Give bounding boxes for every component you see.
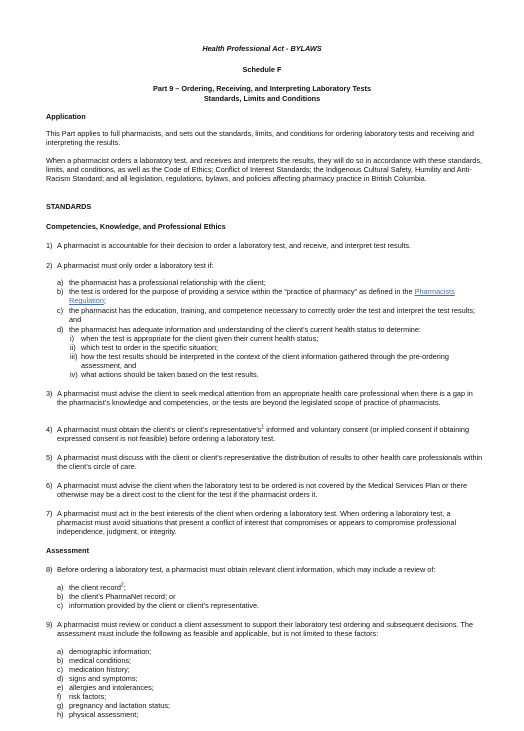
list-item: b) medical conditions; xyxy=(57,656,132,665)
item-number: 1) xyxy=(46,241,53,250)
list-item: iv) what actions should be taken based on the test results. xyxy=(70,370,259,379)
item-number: 9) xyxy=(46,620,53,629)
list-item: h) physical assessment; xyxy=(57,710,139,719)
item-3-text: A pharmacist must advise the client to seek medical attention from an appropriate health care professional when there is a gap in the pharmacist’s knowledge and competencies, or the tests are beyond the legislated scope of practice of pharmacists. xyxy=(57,389,473,408)
list-item: i) when the test is appropriate for the client given their current health status; xyxy=(70,334,319,343)
item-number: 7) xyxy=(46,509,53,518)
competencies-heading: Competencies, Knowledge, and Professional Ethics xyxy=(46,222,226,231)
part-title: Part 9 – Ordering, Receiving, and Interpreting Laboratory Tests xyxy=(152,84,371,93)
item-1-text: A pharmacist is accountable for their decision to order a laboratory test, and receive, and interpret test results. xyxy=(57,241,412,250)
item-number: 3) xyxy=(46,389,53,398)
application-para-2: When a pharmacist orders a laboratory test, and receives and interprets the results, they will do so in accordance with these standards, limits, and conditions, as well as the Code of Ethics; Conflict of Interest Standards; the Indigenous Cultural Safety, Humility and Anti-Racism Standard; and all legislation, regulations, bylaws, and policies affecting pharmacy practice in British Columbia. xyxy=(46,156,483,184)
list-item: b) the test is ordered for the purpose of providing a service within the “practice of pharmacy” as defined in the Pharmacists Regulation; xyxy=(57,287,455,306)
item-number: 5) xyxy=(46,453,53,462)
list-item: c) information provided by the client or client’s representative. xyxy=(57,601,260,610)
item-7-text: A pharmacist must act in the best interests of the client when ordering a laboratory test. When ordering a laboratory test, a pharmacist must avoid situations that present a conflict of interest that compromises or appears to compromise professional independence, judgment, or integrity. xyxy=(57,509,457,537)
application-heading: Application xyxy=(46,112,86,121)
application-para-1: This Part applies to full pharmacists, and sets out the standards, limits, and conditions for ordering laboratory tests and receiving and interpreting the results. xyxy=(46,129,474,148)
standards-heading: STANDARDS xyxy=(46,202,92,211)
assessment-heading: Assessment xyxy=(46,546,89,555)
item-number: 2) xyxy=(46,261,53,270)
item-2-text: A pharmacist must only order a laboratory test if: xyxy=(57,261,214,270)
list-item: c) the pharmacist has the education, training, and competence necessary to correctly order the test and interpret the test results; and xyxy=(57,306,476,325)
item-number: 4) xyxy=(46,425,53,434)
item-8-text: Before ordering a laboratory test, a pharmacist must obtain relevant client information, which may include a review of: xyxy=(57,565,436,574)
list-item: a) demographic information; xyxy=(57,647,152,656)
item-6-text: A pharmacist must advise the client when the laboratory test to be ordered is not covered by the Medical Services Plan or there otherwise may be a direct cost to the client for the test if the pharmacist orders it. xyxy=(57,481,468,500)
list-item: a) the client record$^2$; xyxy=(57,582,126,592)
list-item: e) allergies and intolerances; xyxy=(57,683,154,692)
item-5-text: A pharmacist must discuss with the client or client's representative the distribution of results to other health care professionals within the client’s circle of care. xyxy=(57,453,483,472)
list-item: f) risk factors; xyxy=(57,692,107,701)
list-item: c) medication history; xyxy=(57,665,130,674)
item-9-text: A pharmacist must review or conduct a client assessment to support their laboratory test ordering and subsequent decisions. The assessment must include the following as feasible and applicable, but is not limited to these factors: xyxy=(57,620,474,639)
list-item: a) the pharmacist has a professional relationship with the client; xyxy=(57,278,266,287)
list-item: d) signs and symptoms; xyxy=(57,674,138,683)
list-item: b) the client’s PharmaNet record; or xyxy=(57,592,176,601)
pharmacists-regulation-link[interactable]: Pharmacists Regulation xyxy=(69,287,455,306)
list-item: g) pregnancy and lactation status; xyxy=(57,701,171,710)
item-number: 8) xyxy=(46,565,53,574)
item-number: 6) xyxy=(46,481,53,490)
item-4-text: A pharmacist must obtain the client’s or client’s $representative’s^1$ informed and voluntary consent (or implied consent if obtaining expressed consent is not feasible) before ordering a laboratory test. xyxy=(57,424,470,444)
document-title: Health Professional Act - BYLAWS xyxy=(202,44,322,53)
part-subtitle: Standards, Limits and Conditions xyxy=(203,94,321,103)
list-item: d) the pharmacist has adequate information and understanding of the client’s current health status to determine: xyxy=(57,325,421,334)
schedule-label: Schedule F xyxy=(242,65,282,74)
list-item: ii) which test to order in the specific situation; xyxy=(70,343,219,352)
list-item: iii) how the test results should be interpreted in the context of the client information gathered through the pre-ordering assessment, and xyxy=(70,352,449,371)
